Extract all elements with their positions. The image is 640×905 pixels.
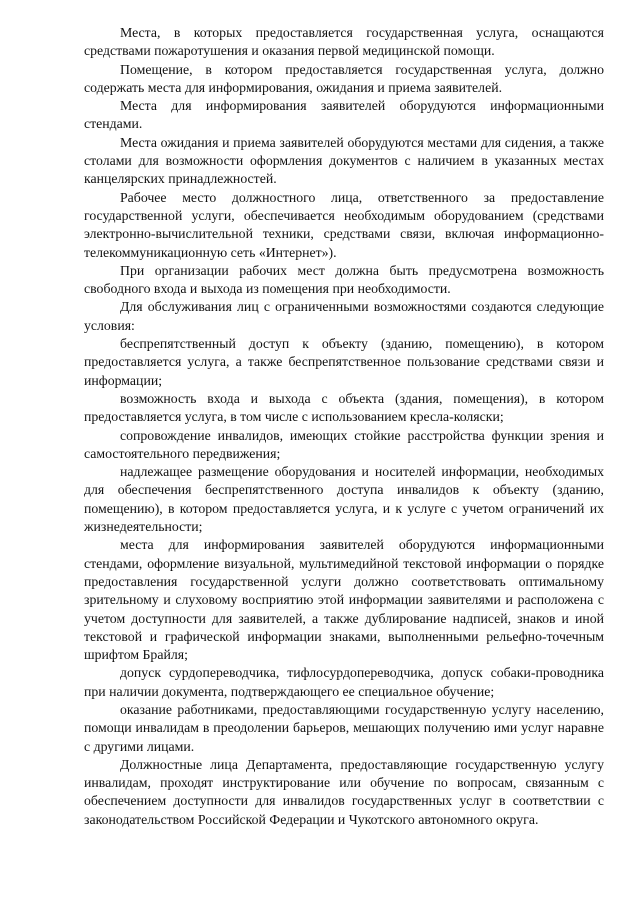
paragraph-info-stands: Места для информирования заявителей оборудуются информационными стендами. [84, 98, 604, 132]
list-item-wheelchair: возможность входа и выхода с объекта (здания, помещения), в котором предоставляется услуга, в том числе с использованием кресла-коляски; [84, 390, 604, 425]
paragraph-workplace: Рабочее место должностного лица, ответственного за предоставление государственной услуги, обеспечивается необходимым оборудованием (средствами электронно-вычислительной техники, средствами связи, включая информационно-телекоммуникационную сеть «Интернет»). [84, 189, 604, 260]
paragraph-fire-safety: Места, в которых предоставляется государственная услуга, оснащаются средствами пожаротушения и оказания первой медицинской помощи. [84, 25, 604, 59]
paragraph-premises: Помещение, в котором предоставляется государственная услуга, должно содержать места для информирования, ожидания и приема заявителей. [84, 61, 604, 95]
list-item-interpreter: допуск сурдопереводчика, тифлосурдопереводчика, допуск собаки-проводника при наличии документа, подтверждающего ее специальное обучение; [84, 665, 604, 699]
list-item-unimpeded-access: беспрепятственный доступ к объекту (зданию, помещению), в котором предоставляется услуга, а также беспрепятственное пользование средствами связи и информации; [84, 336, 604, 388]
paragraph-waiting-area: Места ожидания и приема заявителей оборудуются местами для сидения, а также столами для возможности оформления документов с наличием в указанных местах канцелярских принадлежностей. [84, 134, 604, 187]
paragraph-staff-training: Должностные лица Департамента, предоставляющие государственную услугу инвалидам, проходят инструктирование или обучение по вопросам, связанным с обеспечением доступности для инвалидов государственных услуг в соответствии с законодательством Российской Федерации и Чукотского автономного округа. [84, 756, 604, 827]
list-item-equipment-placement: надлежащее размещение оборудования и носителей информации, необходимых для обеспечения беспрепятственного доступа инвалидов к объекту (зданию, помещению), в котором предоставляется услуга, и к услуге с учетом ограничений их жизнедеятельности; [84, 464, 604, 535]
paragraph-conditions-intro: Для обслуживания лиц с ограниченными возможностями создаются следующие условия: [84, 299, 604, 333]
list-item-staff-assistance: оказание работниками, предоставляющими государственную услугу населению, помощи инвалидам в преодолении барьеров, мешающих получению ими услуг наравне с другими лицами. [84, 701, 604, 754]
list-item-escort: сопровождение инвалидов, имеющих стойкие расстройства функции зрения и самостоятельного передвижения; [84, 427, 604, 461]
list-item-braille: места для информирования заявителей оборудуются информационными стендами, оформление визуальной, мультимедийной текстовой информации о порядке предоставления государственной услуги должно соответствовать оптимальному зрительному и слуховому восприятию этой информации заявителями и расположена с учетом доступности для заявителей, а также дублирование надписей, знаков и иной текстовой и графической информации знаками, выполненными рельефно-точечным шрифтом Брайля; [84, 537, 604, 663]
document-page [84, 24, 604, 829]
paragraph-free-access: При организации рабочих мест должна быть предусмотрена возможность свободного входа и выхода из помещения при необходимости. [84, 262, 604, 297]
